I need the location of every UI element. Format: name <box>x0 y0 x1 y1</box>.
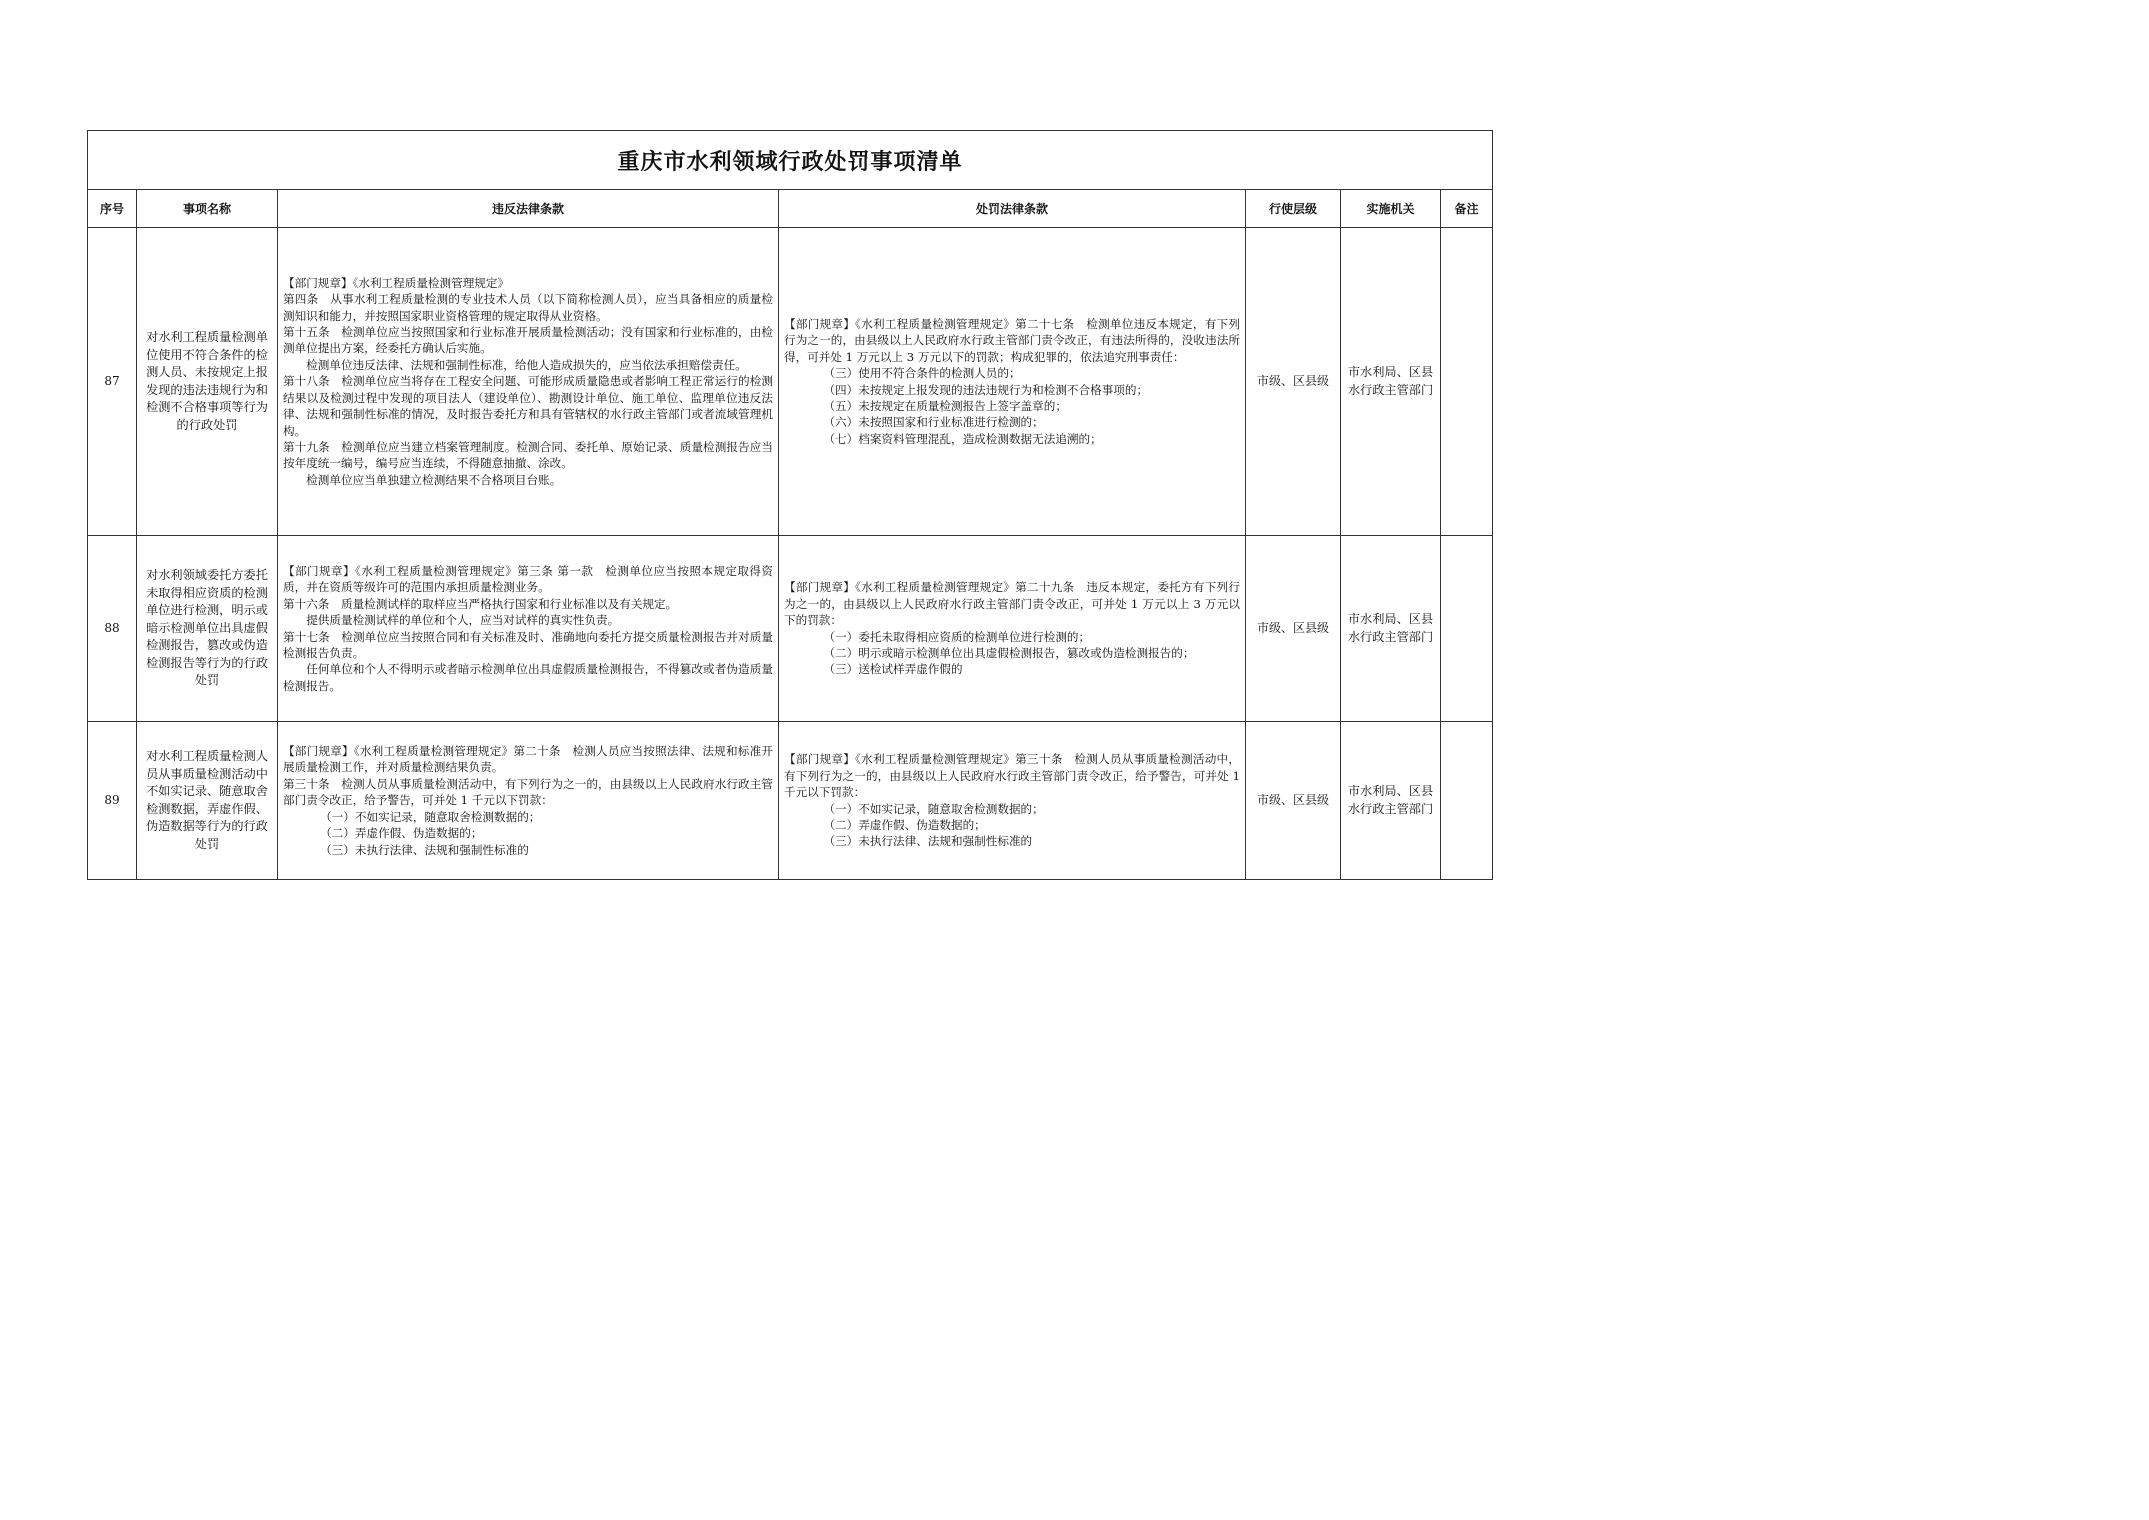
penalty-list-sheet <box>87 130 1492 880</box>
header-item-name: 事项名称 <box>137 190 278 228</box>
page-title: 重庆市水利领域行政处罚事项清单 <box>88 131 1493 190</box>
row-penalty-clause <box>779 228 1246 536</box>
clause-paragraph: 检测单位违反法律、法规和强制性标准，给他人造成损失的，应当依法承担赔偿责任。 <box>306 357 747 372</box>
row-item-name: 对水利工程质量检测单位使用不符合条件的检测人员、未按规定上报发现的违法违规行为和检测不合格事项等行为的行政处罚 <box>137 228 278 536</box>
clause-paragraph: （五）未按规定在质量检测报告上签字盖章的； <box>823 398 1067 413</box>
penalty-table <box>87 130 1493 880</box>
clause-paragraph: 任何单位和个人不得明示或者暗示检测单位出具虚假质量检测报告，不得篡改或者伪造质量检测报告。 <box>283 662 773 693</box>
clause-paragraph: 【部门规章】《水利工程质量检测管理规定》第二十九条 违反本规定，委托方有下列行为之一的，由县级以上人民政府水行政主管部门责令改正，可并处 1 万元以上 3 万元以下的罚款： <box>784 580 1240 628</box>
clause-paragraph: 第四条 从事水利工程质量检测的专业技术人员（以下简称检测人员），应当具备相应的质量检测知识和能力，并按照国家职业资格管理的规定取得从业资格。 <box>283 292 773 323</box>
clause-paragraph: （一）不如实记录，随意取舍检测数据的； <box>320 809 541 824</box>
clause-paragraph: 第十五条 检测单位应当按照国家和行业标准开展质量检测活动；没有国家和行业标准的，由检测单位提出方案，经委托方确认后实施。 <box>283 325 773 356</box>
clause-paragraph: （三）未执行法律、法规和强制性标准的 <box>320 842 529 857</box>
row-exercise-level: 市级、区县级 <box>1246 228 1341 536</box>
table-header-row <box>88 190 1493 228</box>
clause-paragraph: （二）弄虚作假、伪造数据的； <box>320 826 483 841</box>
clause-paragraph: （四）未按规定上报发现的违法违规行为和检测不合格事项的； <box>823 382 1149 397</box>
header-penalty-clause: 处罚法律条款 <box>779 190 1246 228</box>
row-violation-clause <box>278 722 779 880</box>
row-item-name: 对水利领域委托方委托未取得相应资质的检测单位进行检测，明示或暗示检测单位出具虚假检测报告，篡改或伪造检测报告等行为的行政处罚 <box>137 536 278 722</box>
row-agency: 市水利局、区县水行政主管部门 <box>1341 722 1441 880</box>
header-note: 备注 <box>1441 190 1493 228</box>
clause-paragraph: （一）不如实记录，随意取舍检测数据的； <box>823 801 1044 816</box>
row-agency: 市水利局、区县水行政主管部门 <box>1341 228 1441 536</box>
clause-paragraph: 检测单位应当单独建立检测结果不合格项目台账。 <box>306 472 562 487</box>
clause-paragraph: 提供质量检测试样的单位和个人，应当对试样的真实性负责。 <box>306 613 620 628</box>
clause-paragraph: 第十七条 检测单位应当按照合同和有关标准及时、准确地向委托方提交质量检测报告并对质量检测报告负责。 <box>283 629 773 660</box>
clause-paragraph: （三）未执行法律、法规和强制性标准的 <box>823 834 1033 849</box>
clause-paragraph: 第三十条 检测人员从事质量检测活动中，有下列行为之一的，由县级以上人民政府水行政主管部门责令改正，给予警告，可并处 1 千元以下罚款： <box>283 776 773 808</box>
row-exercise-level: 市级、区县级 <box>1246 536 1341 722</box>
clause-paragraph: 【部门规章】《水利工程质量检测管理规定》第三十条 检测人员从事质量检测活动中，有下列行为之一的，由县级以上人民政府水行政主管部门责令改正，给予警告，可并处 1 千元以下罚款： <box>784 752 1240 800</box>
row-note <box>1441 722 1493 880</box>
clause-paragraph: （三）送检试样弄虚作假的 <box>823 662 963 677</box>
table-row <box>88 722 1493 880</box>
row-seq: 89 <box>88 722 137 880</box>
clause-paragraph: 第十六条 质量检测试样的取样应当严格执行国家和行业标准以及有关规定。 <box>283 596 678 611</box>
row-note <box>1441 536 1493 722</box>
clause-paragraph: 第十八条 检测单位应当将存在工程安全问题、可能形成质量隐患或者影响工程正常运行的检测结果以及检测过程中发现的项目法人（建设单位）、勘测设计单位、施工单位、监理单位违反法律、法规和强制性标准的情况，及时报告委托方和具有管辖权的水行政主管部门或者流域管理机构。 <box>283 374 773 438</box>
clause-paragraph: 第十九条 检测单位应当建立档案管理制度。检测合同、委托单、原始记录、质量检测报告应当按年度统一编号，编号应当连续，不得随意抽撤、涂改。 <box>283 439 773 471</box>
clause-paragraph: 【部门规章】《水利工程质量检测管理规定》第三条 第一款 检测单位应当按照本规定取得资质，并在资质等级许可的范围内承担质量检测业务。 <box>283 563 773 595</box>
clause-paragraph: （二）弄虚作假、伪造数据的； <box>823 817 986 832</box>
clause-paragraph: 【部门规章】《水利工程质量检测管理规定》第二十条 检测人员应当按照法律、法规和标准开展质量检测工作，并对质量检测结果负责。 <box>283 744 773 775</box>
row-seq: 87 <box>88 228 137 536</box>
header-violation-clause: 违反法律条款 <box>278 190 779 228</box>
row-exercise-level: 市级、区县级 <box>1246 722 1341 880</box>
row-penalty-clause <box>779 536 1246 722</box>
clause-paragraph: 【部门规章】《水利工程质量检测管理规定》 <box>283 275 510 290</box>
row-item-name: 对水利工程质量检测人员从事质量检测活动中不如实记录、随意取舍检测数据，弄虚作假、伪造数据等行为的行政处罚 <box>137 722 278 880</box>
clause-paragraph: （一）委托未取得相应资质的检测单位进行检测的； <box>823 629 1091 644</box>
row-penalty-clause <box>779 722 1246 880</box>
row-agency: 市水利局、区县水行政主管部门 <box>1341 536 1441 722</box>
row-note <box>1441 228 1493 536</box>
row-seq: 88 <box>88 536 137 722</box>
clause-paragraph: （七）档案资料管理混乱，造成检测数据无法追溯的； <box>823 431 1102 446</box>
clause-paragraph: （二）明示或暗示检测单位出具虚假检测报告，篡改或伪造检测报告的； <box>823 645 1195 660</box>
clause-paragraph: 【部门规章】《水利工程质量检测管理规定》第二十七条 检测单位违反本规定，有下列行为之一的，由县级以上人民政府水行政主管部门责令改正，有违法所得的，没收违法所得，可并处 1 万元以上 3 万元以下的罚款；构成犯罪的，依法追究刑事责任： <box>784 316 1240 364</box>
row-violation-clause <box>278 536 779 722</box>
clause-paragraph: （三）使用不符合条件的检测人员的； <box>823 366 1021 381</box>
header-seq: 序号 <box>88 190 137 228</box>
clause-paragraph: （六）未按照国家和行业标准进行检测的； <box>823 415 1044 430</box>
table-row <box>88 536 1493 722</box>
row-violation-clause <box>278 228 779 536</box>
header-agency: 实施机关 <box>1341 190 1441 228</box>
header-exercise-level: 行使层级 <box>1246 190 1341 228</box>
table-row <box>88 228 1493 536</box>
